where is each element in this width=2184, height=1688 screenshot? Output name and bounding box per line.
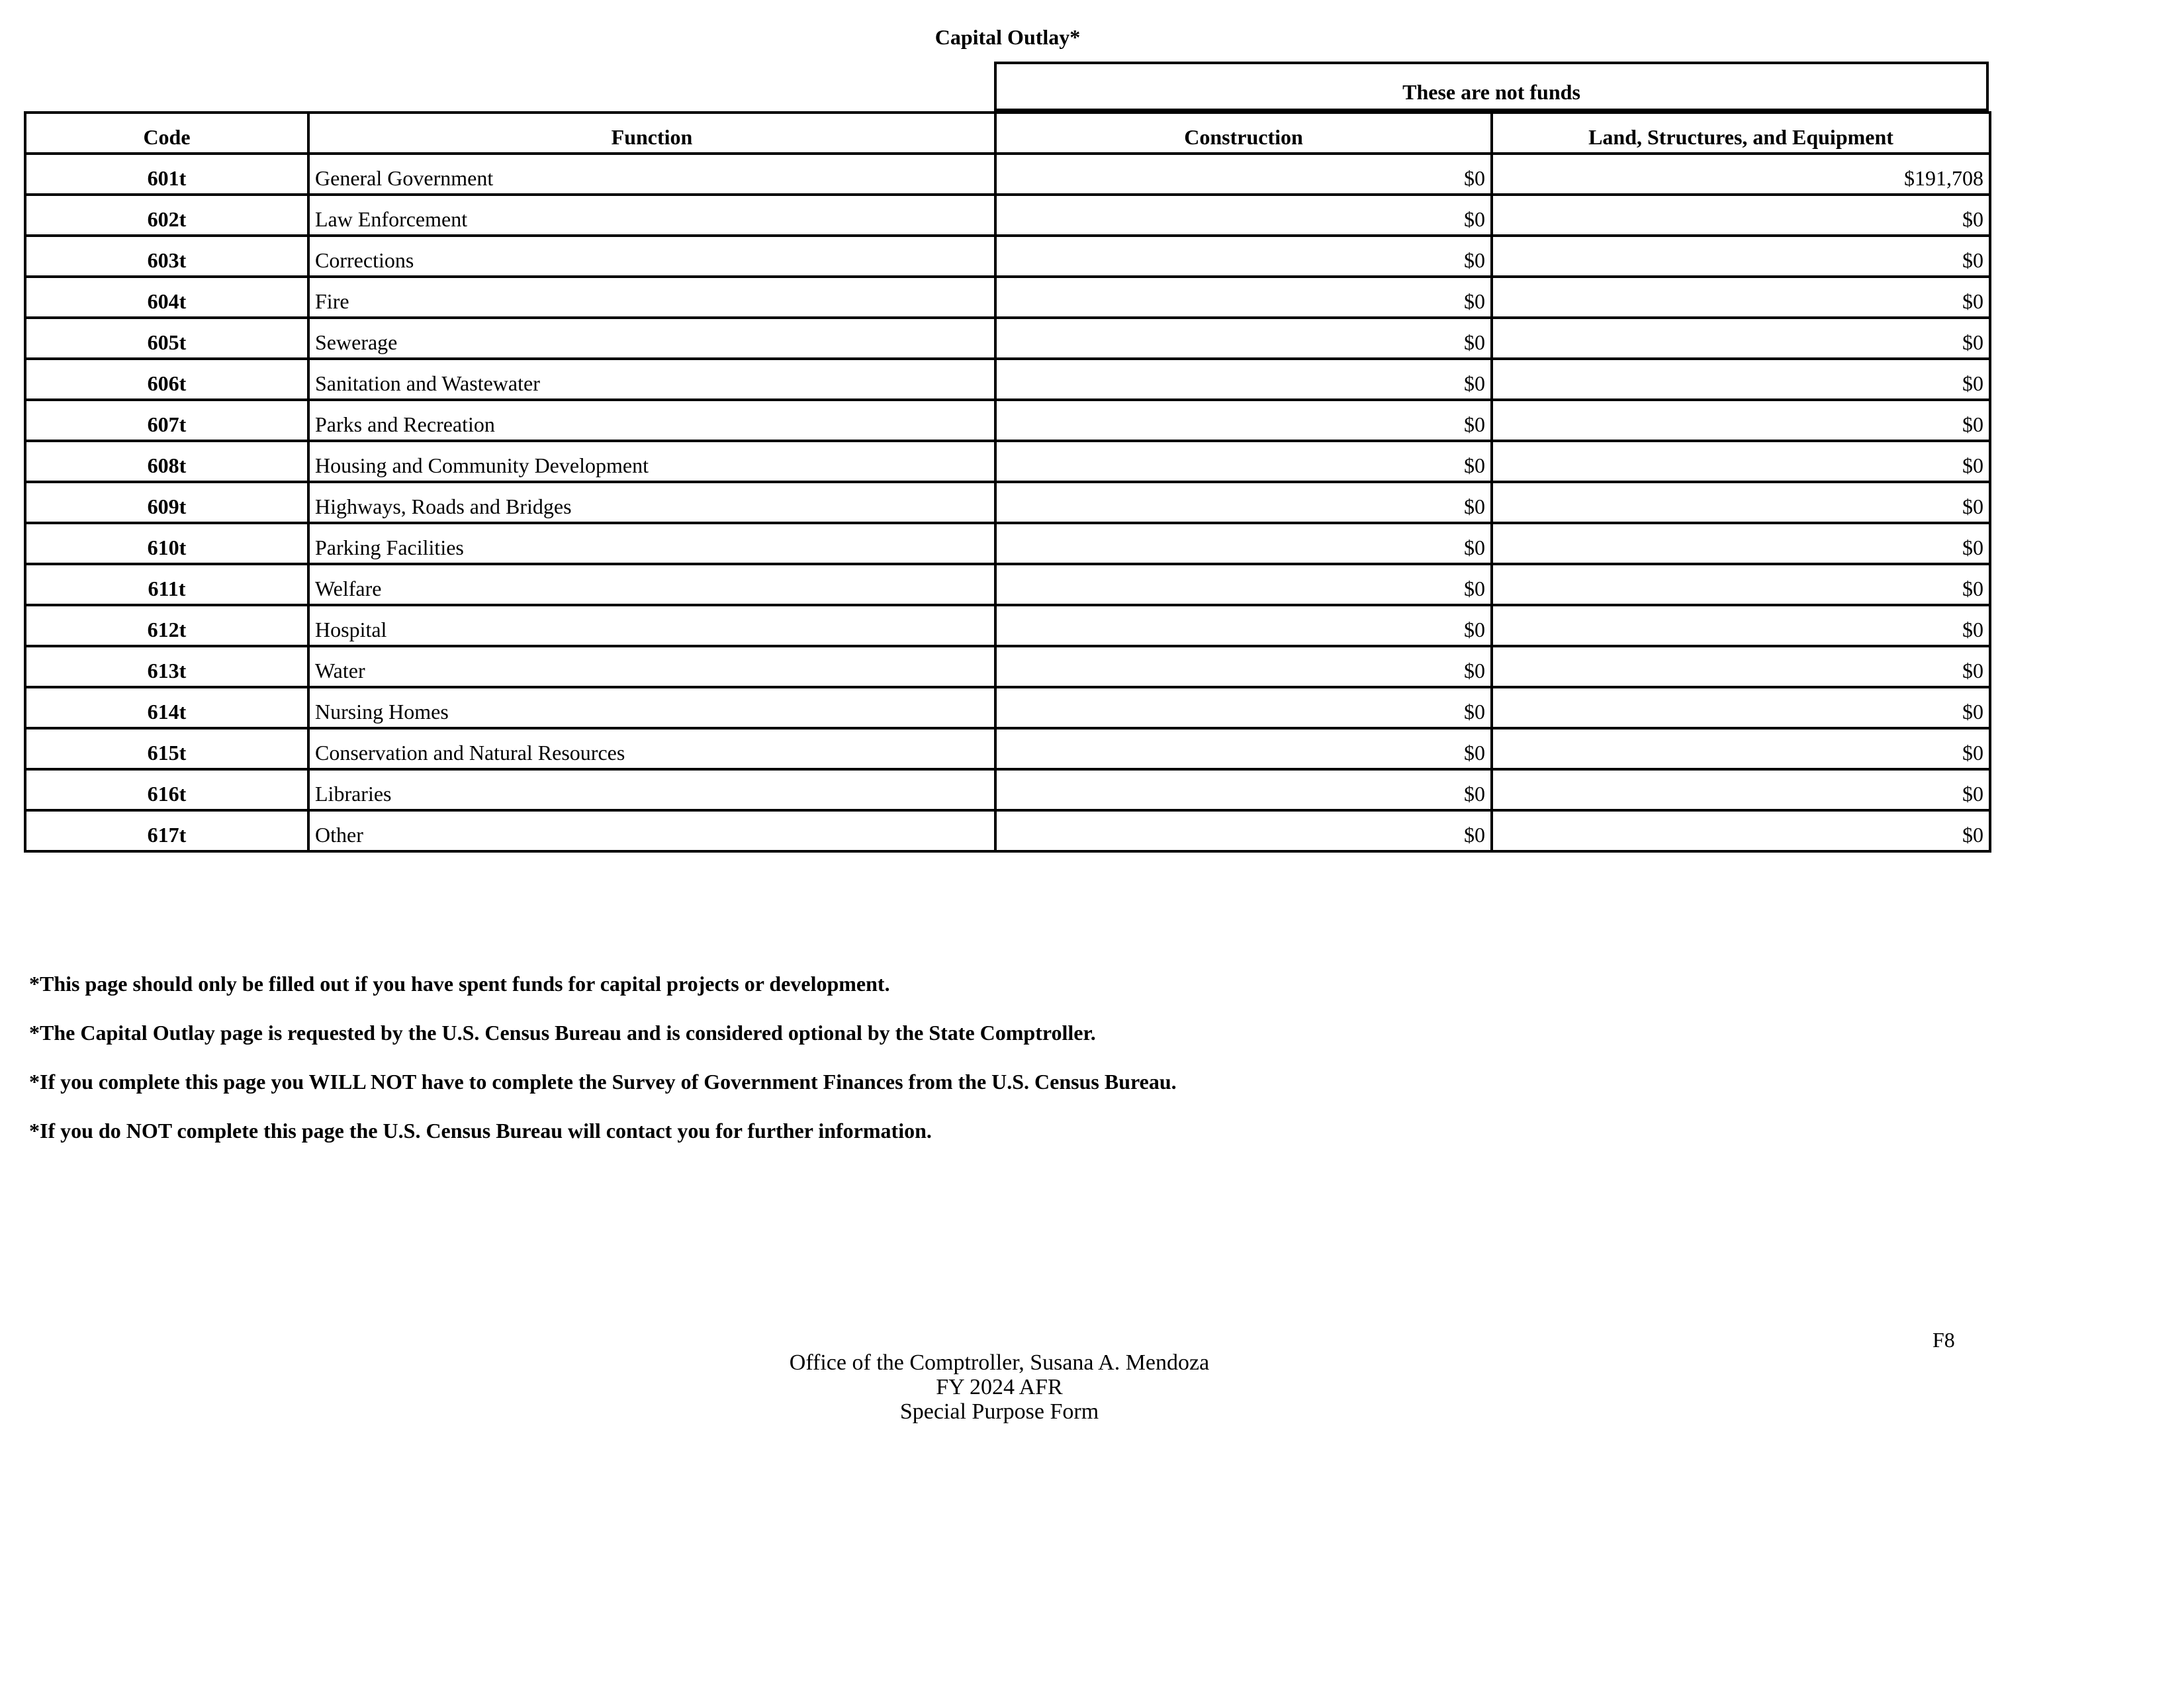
row-construction-value: $0 [995, 523, 1492, 564]
row-construction-value: $0 [995, 769, 1492, 810]
row-function: Housing and Community Development [308, 441, 995, 482]
footnote: *If you complete this page you WILL NOT have to complete the Survey of Government Finances from the U.S. Census Bureau. [29, 1070, 1177, 1094]
row-construction-value: $0 [995, 728, 1492, 769]
row-code: 602t [25, 195, 308, 236]
row-code: 608t [25, 441, 308, 482]
row-land-value: $0 [1492, 359, 1990, 400]
column-header-land-structures-equipment: Land, Structures, and Equipment [1492, 113, 1990, 154]
row-land-value: $0 [1492, 769, 1990, 810]
footnote: *If you do NOT complete this page the U.S. Census Bureau will contact you for further information. [29, 1119, 932, 1143]
row-construction-value: $0 [995, 318, 1492, 359]
row-code: 606t [25, 359, 308, 400]
row-land-value: $0 [1492, 400, 1990, 441]
footnote: *This page should only be filled out if you have spent funds for capital projects or development. [29, 972, 890, 996]
row-function: Corrections [308, 236, 995, 277]
row-construction-value: $0 [995, 441, 1492, 482]
table-row [25, 769, 1990, 810]
row-code: 615t [25, 728, 308, 769]
row-land-value: $0 [1492, 195, 1990, 236]
row-land-value: $0 [1492, 236, 1990, 277]
row-construction-value: $0 [995, 236, 1492, 277]
row-code: 603t [25, 236, 308, 277]
capital-outlay-table [24, 111, 1991, 853]
row-construction-value: $0 [995, 277, 1492, 318]
row-function: Parks and Recreation [308, 400, 995, 441]
row-code: 612t [25, 605, 308, 646]
row-code: 601t [25, 154, 308, 195]
page-title: Capital Outlay* [934, 25, 1081, 49]
row-function: Highways, Roads and Bridges [308, 482, 995, 523]
row-function: Water [308, 646, 995, 687]
row-construction-value: $0 [995, 687, 1492, 728]
row-code: 609t [25, 482, 308, 523]
row-construction-value: $0 [995, 810, 1492, 851]
group-header-not-funds: These are not funds [994, 62, 1989, 111]
row-function: Hospital [308, 605, 995, 646]
row-land-value: $0 [1492, 277, 1990, 318]
table-row [25, 523, 1990, 564]
table-row [25, 318, 1990, 359]
row-function: Fire [308, 277, 995, 318]
table-row [25, 482, 1990, 523]
row-function: Sewerage [308, 318, 995, 359]
row-land-value: $0 [1492, 728, 1990, 769]
row-function: Parking Facilities [308, 523, 995, 564]
row-construction-value: $0 [995, 359, 1492, 400]
table-row [25, 810, 1990, 851]
row-land-value: $0 [1492, 605, 1990, 646]
table-row [25, 687, 1990, 728]
footer-form-type: Special Purpose Form [899, 1399, 1099, 1424]
table-row [25, 605, 1990, 646]
table-row [25, 564, 1990, 605]
table-header-row [25, 113, 1990, 154]
column-header-function: Function [308, 113, 995, 154]
row-function: Other [308, 810, 995, 851]
footnote: *The Capital Outlay page is requested by the U.S. Census Bureau and is considered optional by the State Comptroller. [29, 1021, 1096, 1045]
row-code: 605t [25, 318, 308, 359]
row-land-value: $0 [1492, 441, 1990, 482]
row-land-value: $0 [1492, 523, 1990, 564]
row-function: Conservation and Natural Resources [308, 728, 995, 769]
table-row [25, 154, 1990, 195]
row-code: 604t [25, 277, 308, 318]
row-construction-value: $0 [995, 646, 1492, 687]
table-row [25, 441, 1990, 482]
row-land-value: $0 [1492, 810, 1990, 851]
row-land-value: $0 [1492, 687, 1990, 728]
column-header-code: Code [25, 113, 308, 154]
table-row [25, 236, 1990, 277]
footnotes [29, 970, 1948, 1166]
row-code: 617t [25, 810, 308, 851]
page-footer [0, 1350, 1999, 1424]
row-construction-value: $0 [995, 605, 1492, 646]
row-code: 613t [25, 646, 308, 687]
table-row [25, 195, 1990, 236]
row-code: 614t [25, 687, 308, 728]
row-land-value: $0 [1492, 482, 1990, 523]
row-land-value: $0 [1492, 564, 1990, 605]
row-construction-value: $0 [995, 195, 1492, 236]
row-function: Law Enforcement [308, 195, 995, 236]
row-function: Welfare [308, 564, 995, 605]
table-row [25, 646, 1990, 687]
row-function: General Government [308, 154, 995, 195]
row-function: Libraries [308, 769, 995, 810]
column-header-construction: Construction [995, 113, 1492, 154]
table-row [25, 359, 1990, 400]
row-construction-value: $0 [995, 400, 1492, 441]
table-row [25, 728, 1990, 769]
row-land-value: $191,708 [1492, 154, 1990, 195]
page-code: F8 [1933, 1328, 1955, 1352]
footer-office: Office of the Comptroller, Susana A. Mendoza [789, 1350, 1210, 1375]
row-construction-value: $0 [995, 482, 1492, 523]
row-code: 611t [25, 564, 308, 605]
table-row [25, 277, 1990, 318]
footer-fiscal-year: FY 2024 AFR [936, 1375, 1063, 1399]
row-code: 610t [25, 523, 308, 564]
row-construction-value: $0 [995, 564, 1492, 605]
row-construction-value: $0 [995, 154, 1492, 195]
table-row [25, 400, 1990, 441]
row-land-value: $0 [1492, 318, 1990, 359]
row-code: 607t [25, 400, 308, 441]
row-function: Nursing Homes [308, 687, 995, 728]
row-land-value: $0 [1492, 646, 1990, 687]
row-code: 616t [25, 769, 308, 810]
row-function: Sanitation and Wastewater [308, 359, 995, 400]
